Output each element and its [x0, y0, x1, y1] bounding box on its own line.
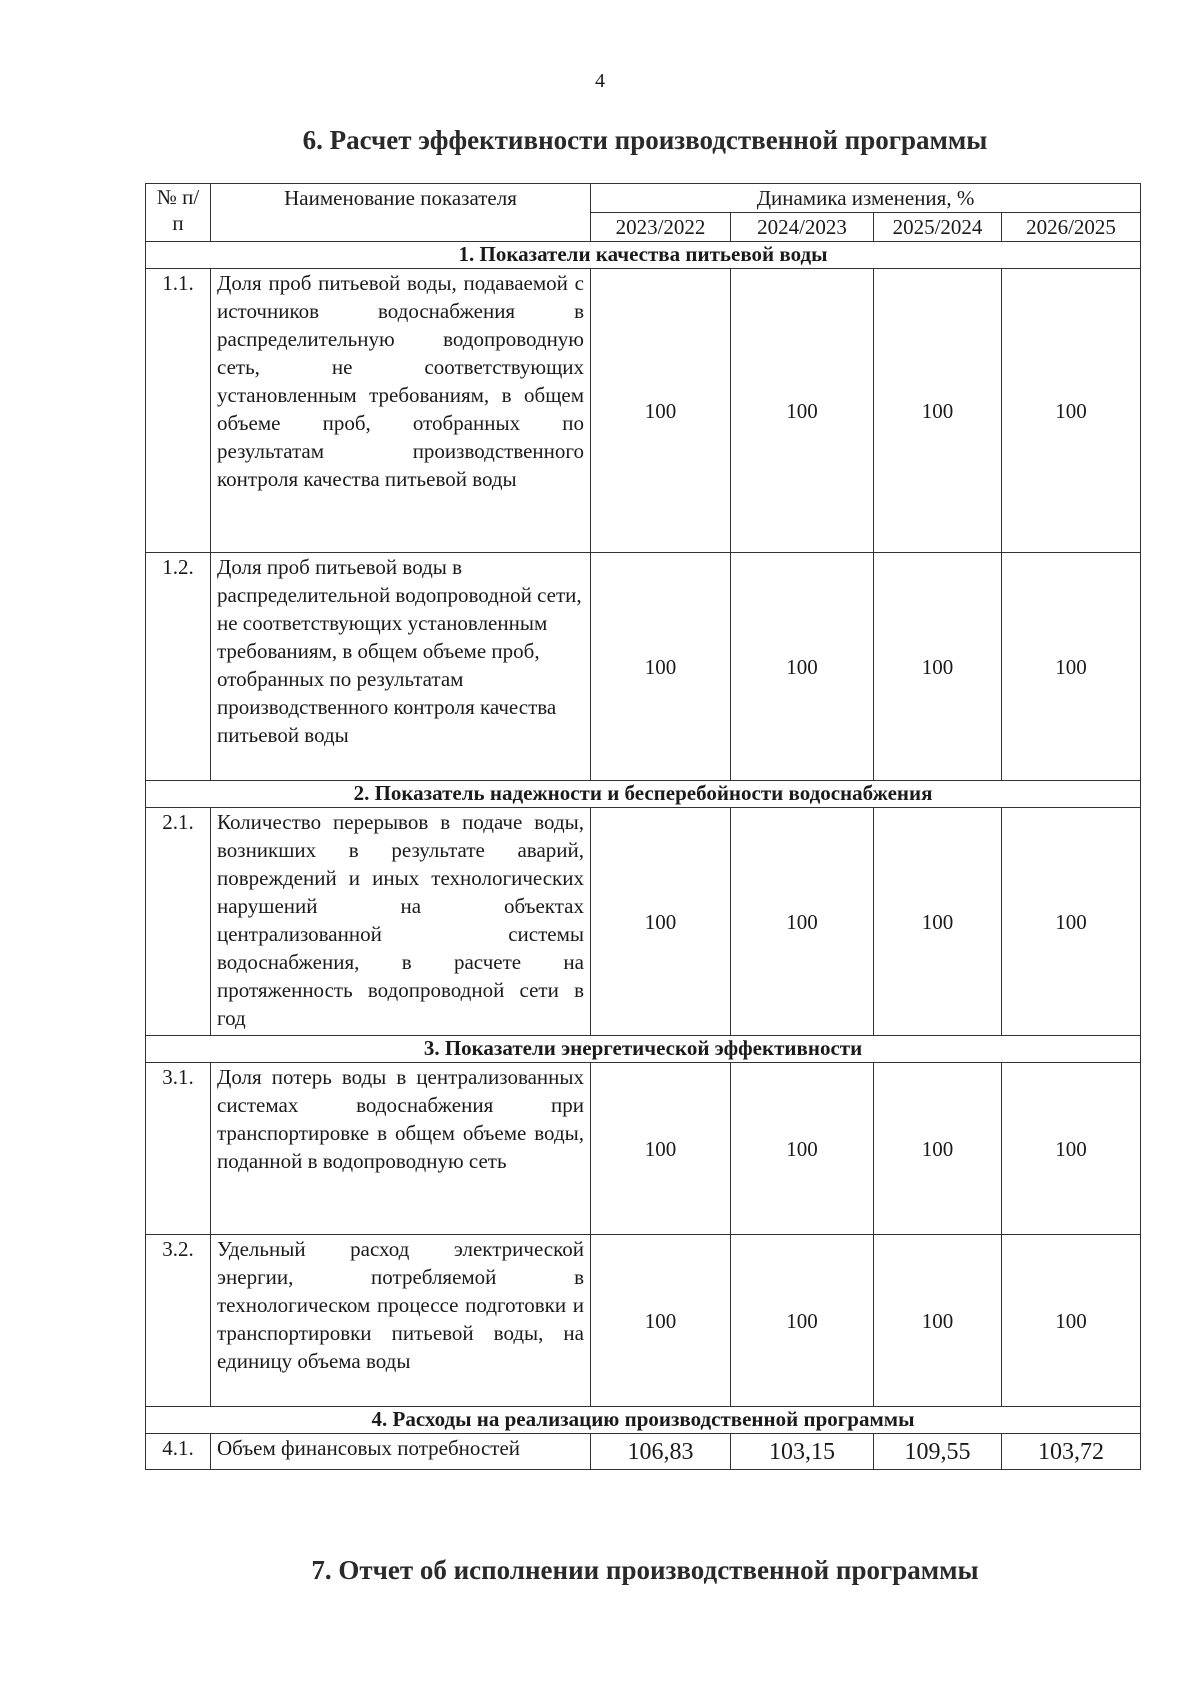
header-period: 2026/2025: [1002, 213, 1141, 242]
section-heading: 4. Расходы на реализацию производственной программы: [146, 1407, 1141, 1434]
row-number: 3.1.: [146, 1063, 211, 1235]
value-cell: 109,55: [874, 1434, 1002, 1470]
value-cell: 100: [591, 269, 731, 553]
value-cell: 100: [1002, 553, 1141, 781]
value-cell: 100: [591, 1235, 731, 1407]
row-number: 1.2.: [146, 553, 211, 781]
value-cell: 100: [1002, 1235, 1141, 1407]
value-cell: 100: [731, 1235, 874, 1407]
header-dynamics: Динамика изменения, %: [591, 184, 1141, 213]
value-cell: 100: [874, 808, 1002, 1036]
header-name: Наименование показателя: [211, 184, 591, 242]
value-cell: 100: [1002, 1063, 1141, 1235]
value-cell: 100: [731, 553, 874, 781]
row-number: 1.1.: [146, 269, 211, 553]
value-cell: 100: [1002, 808, 1141, 1036]
value-cell: 103,72: [1002, 1434, 1141, 1470]
indicator-name: Количество перерывов в подаче воды, возникших в результате аварий, повреждений и иных технологических нарушений на объектах централизованной системы водоснабжения, в расчете на протяженность водопроводной сети в год: [211, 808, 591, 1036]
value-cell: 100: [591, 1063, 731, 1235]
indicator-name: Доля проб питьевой воды, подаваемой с источников водоснабжения в распределительную водопроводную сеть, не соответствующих установленным требованиям, в общем объеме проб, отобранных по результатам производственного контроля качества питьевой воды: [211, 269, 591, 553]
indicator-name: Доля потерь воды в централизованных системах водоснабжения при транспортировке в общем объеме воды, поданной в водопроводную сеть: [211, 1063, 591, 1235]
indicator-name: Доля проб питьевой воды в распределительной водопроводной сети, не соответствующих установленным требованиям, в общем объеме проб, отобранных по результатам производственного контроля качества питьевой воды: [211, 553, 591, 781]
value-cell: 100: [1002, 269, 1141, 553]
value-cell: 100: [874, 1235, 1002, 1407]
value-cell: 103,15: [731, 1434, 874, 1470]
section-heading: 3. Показатели энергетической эффективности: [146, 1036, 1141, 1063]
section-heading: 1. Показатели качества питьевой воды: [146, 242, 1141, 269]
header-period: 2025/2024: [874, 213, 1002, 242]
header-number: № п/п: [146, 184, 211, 242]
value-cell: 106,83: [591, 1434, 731, 1470]
value-cell: 100: [591, 553, 731, 781]
row-number: 2.1.: [146, 808, 211, 1036]
header-period: 2024/2023: [731, 213, 874, 242]
header-period: 2023/2022: [591, 213, 731, 242]
page-number: 4: [595, 70, 605, 92]
value-cell: 100: [874, 269, 1002, 553]
value-cell: 100: [731, 1063, 874, 1235]
value-cell: 100: [731, 808, 874, 1036]
efficiency-table: [145, 183, 1141, 1470]
value-cell: 100: [731, 269, 874, 553]
indicator-name: Удельный расход электрической энергии, потребляемой в технологическом процессе подготовки и транспортировки питьевой воды, на единицу объема воды: [211, 1235, 591, 1407]
indicator-name: Объем финансовых потребностей: [211, 1434, 591, 1470]
section-heading: 2. Показатель надежности и бесперебойности водоснабжения: [146, 781, 1141, 808]
section-6-title: 6. Расчет эффективности производственной программы: [302, 125, 988, 155]
row-number: 3.2.: [146, 1235, 211, 1407]
value-cell: 100: [591, 808, 731, 1036]
row-number: 4.1.: [146, 1434, 211, 1470]
section-7-title: 7. Отчет об исполнении производственной программы: [311, 1555, 979, 1585]
value-cell: 100: [874, 553, 1002, 781]
value-cell: 100: [874, 1063, 1002, 1235]
